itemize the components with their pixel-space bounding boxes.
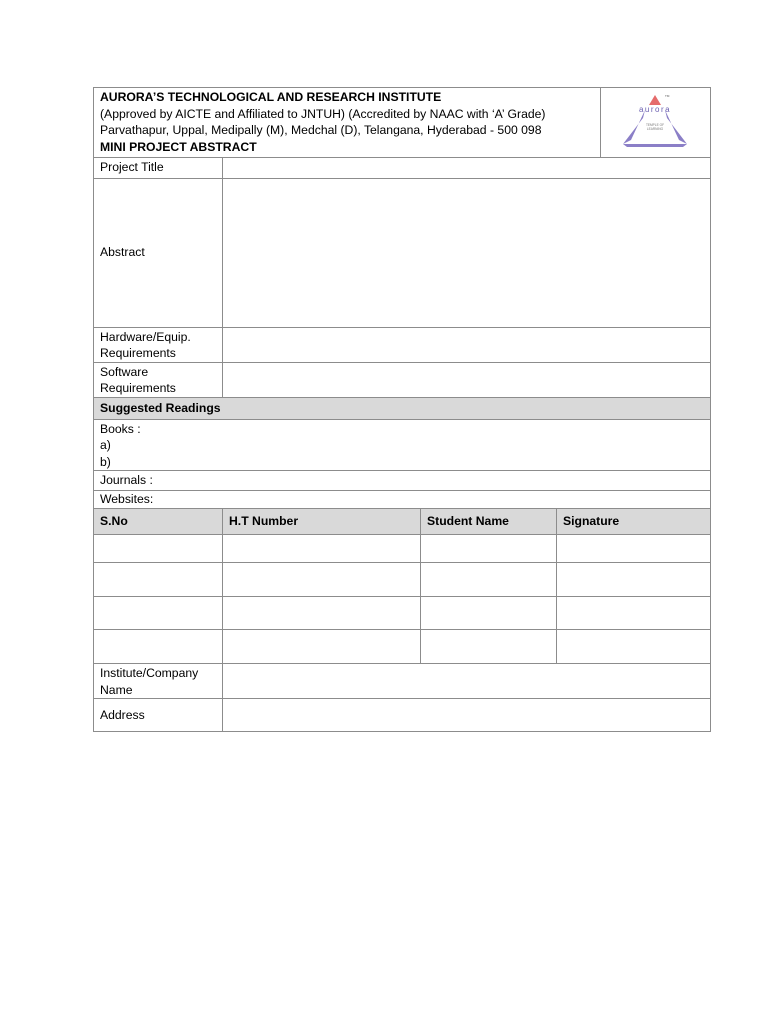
student-name-cell[interactable]	[421, 630, 557, 664]
hardware-label-line-1: Hardware/Equip.	[100, 329, 191, 344]
software-row	[94, 362, 711, 397]
abstract-field[interactable]	[223, 178, 711, 327]
software-label-line-1: Software	[100, 364, 149, 379]
address-row	[94, 699, 711, 732]
table-row	[94, 535, 711, 563]
ht-number-cell[interactable]	[223, 535, 421, 563]
software-label-line-2: Requirements	[100, 381, 176, 395]
institute-label	[94, 664, 223, 699]
signature-cell[interactable]	[557, 597, 711, 630]
hardware-label	[94, 327, 223, 362]
table-row	[94, 563, 711, 597]
sno-cell[interactable]	[94, 630, 223, 664]
software-label	[94, 362, 223, 397]
project-title-label: Project Title	[94, 157, 223, 178]
ht-number-cell[interactable]	[223, 597, 421, 630]
software-field[interactable]	[223, 362, 711, 397]
hardware-row	[94, 327, 711, 362]
column-header-signature: Signature	[557, 509, 711, 535]
logo-tagline-2: LEARNING	[646, 127, 664, 131]
ht-number-cell[interactable]	[223, 630, 421, 664]
header-row	[94, 88, 711, 158]
book-a-label: a)	[100, 438, 111, 452]
student-name-cell[interactable]	[421, 535, 557, 563]
institute-label-line-2: Name	[100, 682, 133, 697]
form-title: MINI PROJECT ABSTRACT	[100, 139, 257, 154]
student-name-cell[interactable]	[421, 563, 557, 597]
sno-cell[interactable]	[94, 535, 223, 563]
column-header-ht-number: H.T Number	[223, 509, 421, 535]
logo-right-wing	[665, 110, 687, 144]
address-label: Address	[94, 699, 223, 732]
hardware-label-line-2: Requirements	[100, 346, 176, 360]
signature-cell[interactable]	[557, 563, 711, 597]
suggested-readings-heading: Suggested Readings	[94, 397, 711, 419]
student-name-cell[interactable]	[421, 597, 557, 630]
hardware-field[interactable]	[223, 327, 711, 362]
students-header-row	[94, 509, 711, 535]
journals-field[interactable]: Journals :	[94, 471, 711, 491]
project-title-field[interactable]	[223, 157, 711, 178]
abstract-label: Abstract	[94, 178, 223, 327]
column-header-sno: S.No	[94, 509, 223, 535]
logo-top-triangle	[649, 95, 661, 105]
books-label: Books :	[100, 421, 141, 436]
form-table	[93, 87, 711, 732]
institute-address: Parvathapur, Uppal, Medipally (M), Medchal (D), Telangana, Hyderabad - 500 098	[100, 123, 542, 137]
sno-cell[interactable]	[94, 563, 223, 597]
institute-row	[94, 664, 711, 699]
institute-approval: (Approved by AICTE and Affiliated to JNTUH) (Accredited by NAAC with ‘A’ Grade)	[100, 106, 546, 121]
logo-tagline-1: TEMPLE OF	[645, 123, 665, 127]
institute-field[interactable]	[223, 664, 711, 699]
logo-brand-text: aurora	[638, 105, 672, 114]
abstract-row	[94, 178, 711, 327]
books-row	[94, 419, 711, 471]
logo-left-wing	[623, 110, 645, 144]
websites-field[interactable]: Websites:	[94, 491, 711, 509]
institute-name: AURORA’S TECHNOLOGICAL AND RESEARCH INSTITUTE	[100, 90, 442, 104]
ht-number-cell[interactable]	[223, 563, 421, 597]
institute-header	[94, 88, 601, 158]
project-title-row	[94, 157, 711, 178]
table-row	[94, 630, 711, 664]
signature-cell[interactable]	[557, 535, 711, 563]
books-field[interactable]	[94, 419, 711, 471]
websites-row	[94, 491, 711, 509]
project-abstract-form	[93, 87, 710, 732]
table-row	[94, 597, 711, 630]
aurora-logo	[601, 88, 711, 152]
journals-row	[94, 471, 711, 491]
address-field[interactable]	[223, 699, 711, 732]
logo-base	[623, 144, 687, 147]
suggested-readings-row	[94, 397, 711, 419]
book-b-label: b)	[100, 454, 111, 469]
column-header-student-name: Student Name	[421, 509, 557, 535]
sno-cell[interactable]	[94, 597, 223, 630]
logo-cell	[601, 88, 711, 158]
institute-label-line-1: Institute/Company	[100, 666, 199, 680]
logo-tm: TM	[665, 94, 670, 98]
signature-cell[interactable]	[557, 630, 711, 664]
